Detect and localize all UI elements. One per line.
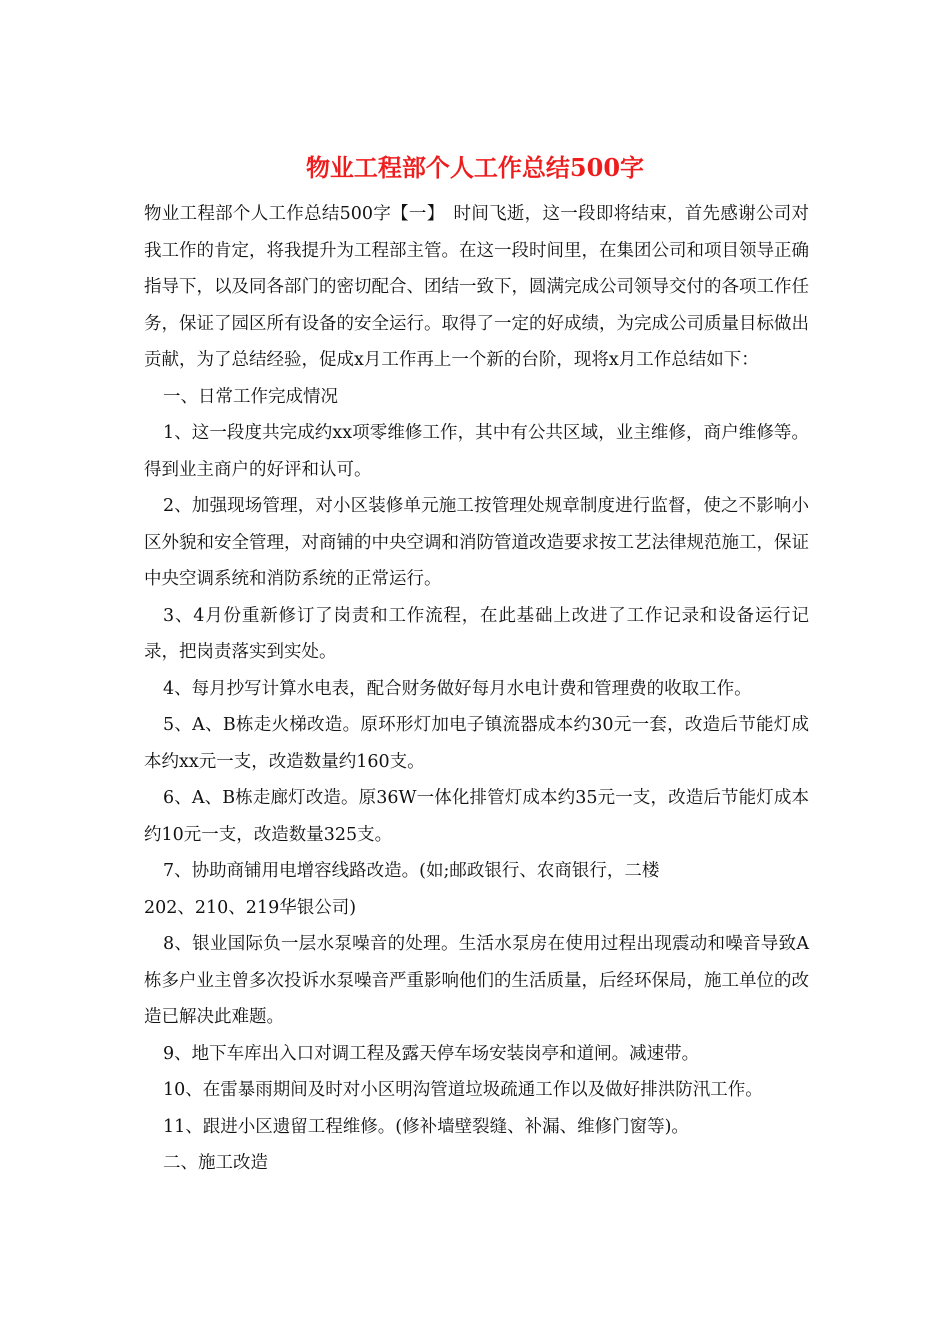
list-item: 2、加强现场管理，对小区装修单元施工按管理处规章制度进行监督，使之不影响小区外貌和安全管理，对商铺的中央空调和消防管道改造要求按工艺法律规范施工，保证中央空调系统和消防系统的正常运行。 — [144, 496, 809, 589]
list-item: 1、这一段度共完成约xx项零维修工作，其中有公共区域，业主维修，商户维修等。得到业主商户的好评和认可。 — [144, 423, 809, 480]
list-item: 11、跟进小区遗留工程维修。(修补墙壁裂缝、补漏、维修门窗等)。 — [163, 1116, 689, 1137]
document-title: 物业工程部个人工作总结500字 — [305, 153, 645, 182]
section-heading-construction: 二、施工改造 — [163, 1153, 268, 1173]
list-item: 3、4月份重新修订了岗责和工作流程，在此基础上改进了工作记录和设备运行记录，把岗责落实到实处。 — [144, 605, 809, 662]
section-heading-daily-work: 一、日常工作完成情况 — [163, 386, 338, 407]
list-item: 6、A、B栋走廊灯改造。原36W一体化排管灯成本约35元一支，改造后节能灯成本约10元一支，改造数量325支。 — [144, 788, 809, 845]
list-item: 7、协助商铺用电增容线路改造。(如;邮政银行、农商银行，二楼 — [163, 861, 660, 881]
list-item: 10、在雷暴雨期间及时对小区明沟管道垃圾疏通工作以及做好排洪防汛工作。 — [163, 1080, 763, 1100]
document-body — [144, 196, 809, 1182]
list-item: 5、A、B栋走火梯改造。原环形灯加电子镇流器成本约30元一套，改造后节能灯成本约xx元一支，改造数量约160支。 — [144, 715, 809, 772]
list-item-continuation: 202、210、219华银公司) — [144, 897, 357, 918]
list-item: 8、银业国际负一层水泵噪音的处理。生活水泵房在使用过程出现震动和噪音导致A栋多户业主曾多次投诉水泵噪音严重影响他们的生活质量，后经环保局，施工单位的改造已解决此难题。 — [144, 934, 809, 1027]
list-item: 9、地下车库出入口对调工程及露天停车场安装岗亭和道闸。减速带。 — [163, 1043, 700, 1064]
intro-paragraph: 物业工程部个人工作总结500字【一】 时间飞逝，这一段即将结束，首先感谢公司对我工作的肯定，将我提升为工程部主管。在这一段时间里，在集团公司和项目领导正确指导下，以及同各部门的密切配合、团结一致下，圆满完成公司领导交付的各项工作任务，保证了园区所有设备的安全运行。取得了一定的好成绩，为完成公司质量目标做出贡献，为了总结经验，促成x月工作再上一个新的台阶，现将x月工作总结如下： — [144, 204, 809, 370]
list-item: 4、每月抄写计算水电表，配合财务做好每月水电计费和管理费的收取工作。 — [163, 678, 752, 699]
